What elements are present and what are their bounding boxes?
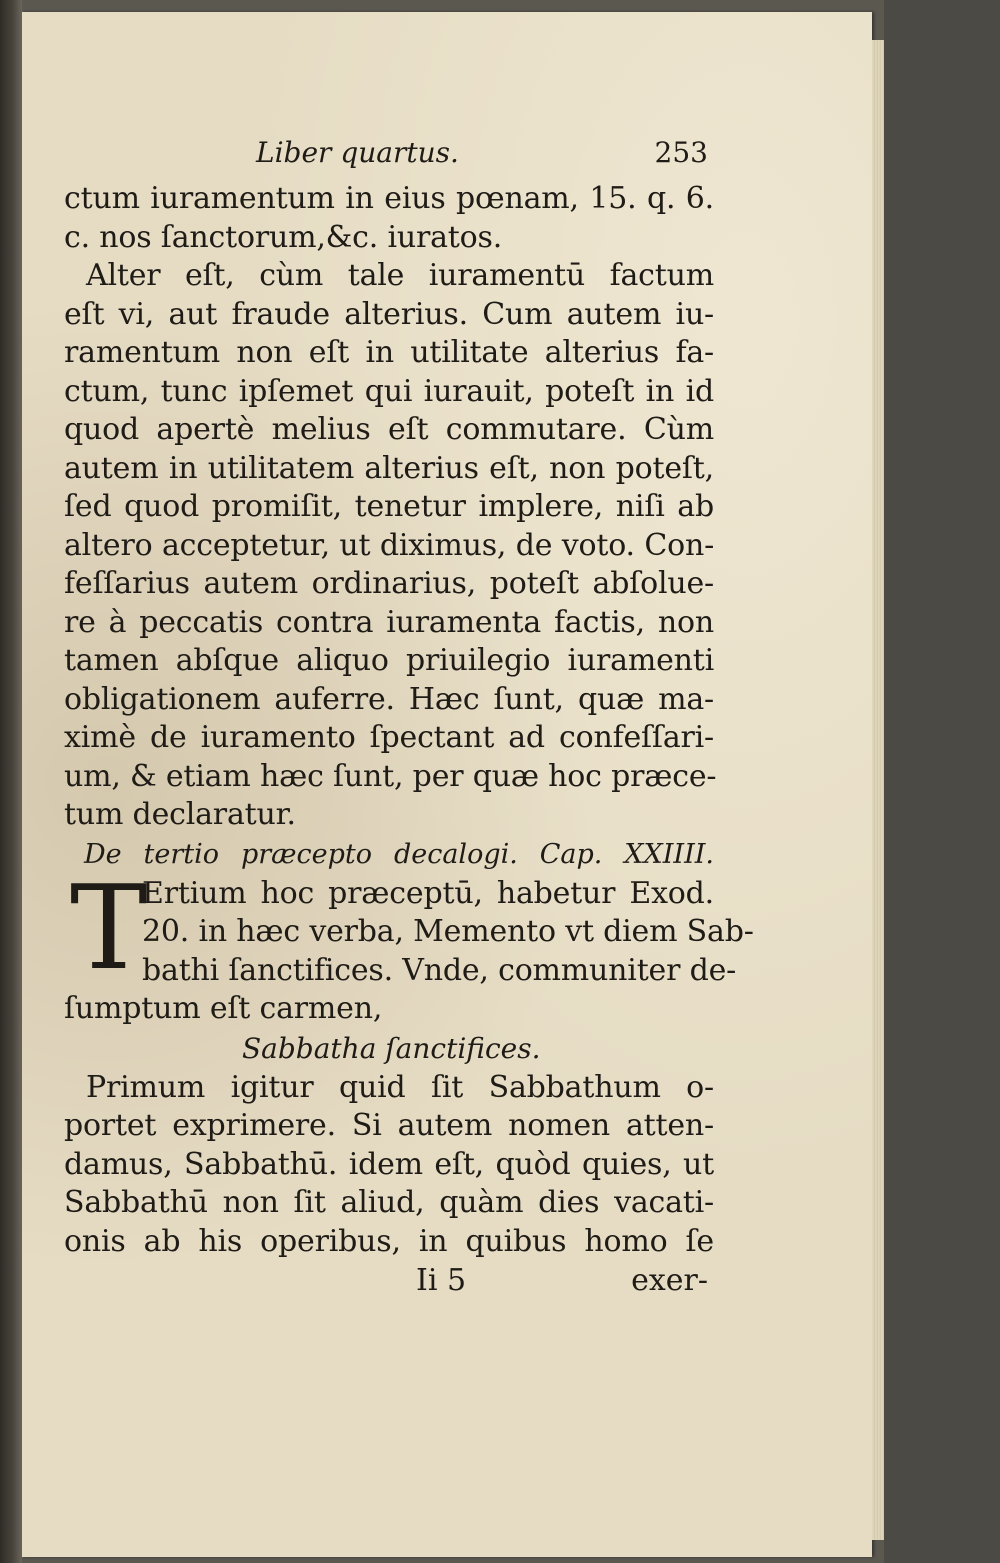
text-line: um, & etiam hæc ſunt, per quæ hoc præce- bbox=[64, 758, 717, 794]
text-line: ximè de iuramento ſpectant ad confeſſari- bbox=[64, 720, 714, 755]
paragraph-1 bbox=[64, 180, 714, 257]
paragraph-4 bbox=[64, 1069, 714, 1262]
page-header bbox=[64, 130, 714, 180]
text-line: Alter eſt, cùm tale iuramentū factum bbox=[86, 258, 714, 293]
text-line: altero acceptetur, ut diximus, de voto. Con- bbox=[64, 527, 714, 563]
text-line: portet exprimere. Si autem nomen atten- bbox=[64, 1108, 714, 1143]
text-line: autem in utilitatem alterius eſt, non poteſt, bbox=[64, 450, 714, 486]
text-line: 20. in hæc verba, Memento vt diem Sab- bbox=[142, 914, 754, 949]
text-line: ſed quod promiſit, tenetur implere, niſi ab bbox=[64, 489, 714, 524]
text-line: tum declaratur. bbox=[64, 797, 296, 832]
text-line: re à peccatis contra iuramenta factis, non bbox=[64, 604, 714, 640]
text-line: damus, Sabbathū. idem eſt, quòd quies, ut bbox=[64, 1146, 714, 1182]
text-line: onis ab his operibus, in quibus homo ſe bbox=[64, 1223, 714, 1259]
text-block bbox=[64, 130, 754, 1303]
page-number: 253 bbox=[654, 136, 708, 169]
text-line: tamen abſque aliquo priuilegio iuramenti bbox=[64, 643, 714, 678]
text-line: quod apertè melius eſt commutare. Cùm bbox=[64, 412, 714, 447]
text-line: Primum igitur quid ſit Sabbathum o- bbox=[86, 1069, 714, 1105]
drop-cap: T bbox=[70, 860, 148, 996]
chapter-heading: De tertio præcepto decalogi. Cap. XXIIII. bbox=[84, 838, 714, 870]
text-line: c. nos ſanctorum,&c. iuratos. bbox=[64, 219, 503, 255]
text-line: feſſarius autem ordinarius, poteſt abſolue- bbox=[64, 566, 714, 601]
text-line: Ertium hoc præceptū, habetur Exod. bbox=[142, 875, 714, 911]
text-line: ctum iuramentum in eius pœnam, 15. q. 6. bbox=[64, 181, 714, 216]
paragraph-2 bbox=[64, 257, 717, 835]
text-line: Sabbathū non ſit aliud, quàm dies vacati- bbox=[64, 1185, 714, 1220]
text-line: ramentum non eſt in utilitate alterius fa- bbox=[64, 335, 714, 370]
background bbox=[884, 0, 1000, 1563]
book-spine bbox=[0, 0, 22, 1563]
verse-line: Sabbatha ſanctifices. bbox=[242, 1031, 541, 1065]
catchword: exer- bbox=[631, 1263, 708, 1298]
paragraph-3 bbox=[64, 860, 754, 1029]
text-line: ctum, tunc ipſemet qui iurauit, poteſt in id bbox=[64, 373, 714, 409]
page-footer bbox=[64, 1263, 714, 1303]
running-title: Liber quartus. bbox=[256, 136, 459, 169]
text-line: obligationem auferre. Hæc ſunt, quæ ma- bbox=[64, 681, 714, 717]
text-line: eſt vi, aut fraude alterius. Cum autem iu- bbox=[64, 296, 714, 332]
text-line: ſumptum eſt carmen, bbox=[64, 991, 383, 1026]
signature-mark: Ii 5 bbox=[416, 1263, 467, 1298]
text-line: bathi ſanctifices. Vnde, communiter de- bbox=[142, 952, 737, 988]
